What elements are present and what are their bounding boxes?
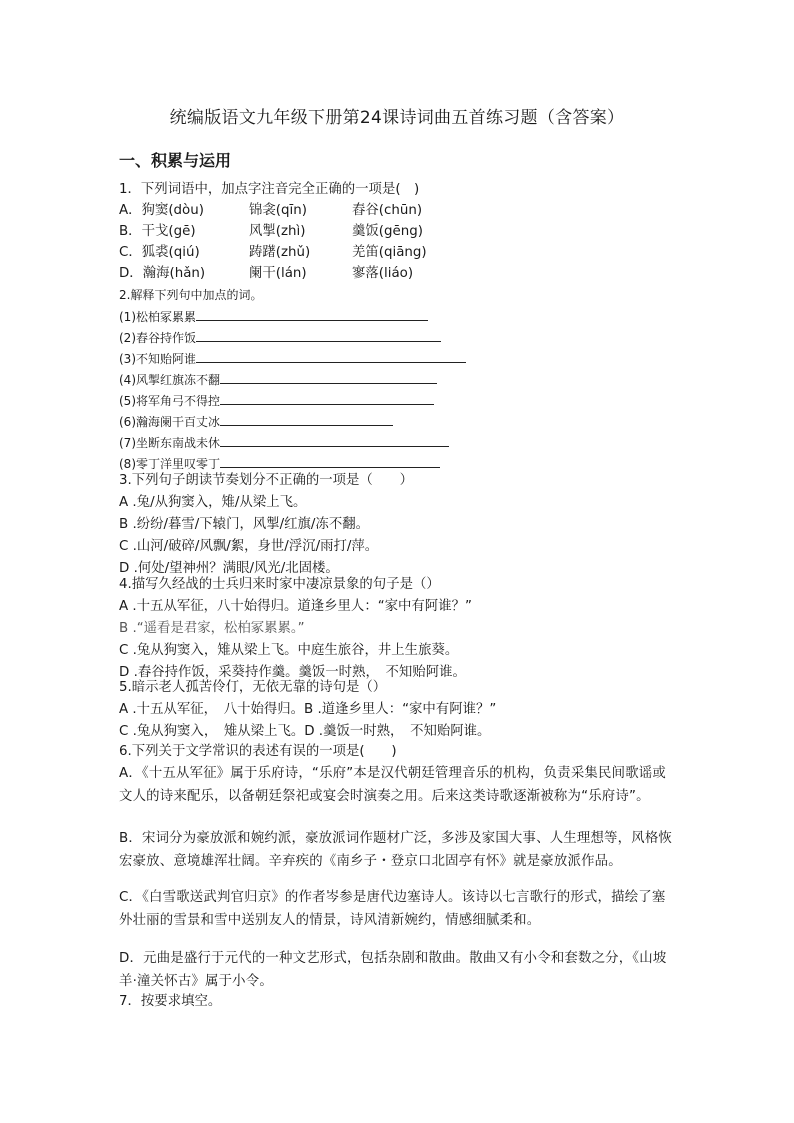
question-3-option: A .兔/从狗窦入，雉/从梁上飞。: [119, 495, 307, 510]
question-3-option: B .纷纷/暮雪/下辕门，风掣/红旗/冻不翻。: [119, 517, 369, 532]
answer-blank[interactable]: [196, 327, 441, 342]
question-1-option-d: D．瀚海(hǎn) 阑干(lán) 寥落(liáo): [119, 266, 414, 281]
answer-blank[interactable]: [196, 306, 428, 321]
q2-item: (3)不知贻阿谁: [119, 348, 466, 369]
answer-blank[interactable]: [220, 432, 449, 447]
question-5-stem: 5.暗示老人孤苦伶仃，无依无靠的诗句是（）: [119, 680, 387, 695]
answer-blank[interactable]: [220, 411, 393, 426]
question-6-option-c: C．《白雪歌送武判官归京》的作者岑参是唐代边塞诗人。该诗以七言歌行的形式，描绘了塞外壮丽的雪景和雪中送别友人的情景，诗风清新婉约，情感细腻柔和。: [119, 890, 666, 928]
question-6-option-b: B．宋词分为豪放派和婉约派，豪放派词作题材广泛，多涉及家国大事、人生理想等，风格恢宏豪放、意境雄浑壮阔。辛弃疾的《南乡子・登京口北固亭有怀》就是豪放派作品。: [119, 831, 673, 869]
question-6-option-d: D．元曲是盛行于元代的一种文艺形式，包括杂剧和散曲。散曲又有小令和套数之分，《山坡羊·潼关怀古》属于小令。: [119, 951, 667, 989]
question-7-stem: 7．按要求填空。: [119, 994, 222, 1009]
question-3-option: D .何处/望神州？满眼/风光/北固楼。: [119, 561, 339, 576]
section-heading: 一、积累与运用: [119, 151, 232, 170]
question-4-option: B .“遥看是君家，松柏冢累累。”: [119, 621, 305, 636]
answer-blank[interactable]: [220, 453, 440, 468]
q2-item: (2)舂谷持作饭: [119, 327, 441, 348]
question-6-option-a: A．《十五从军征》属于乐府诗，“乐府”本是汉代朝廷管理音乐的机构，负责采集民间歌谣或文人的诗来配乐，以备朝廷祭祀或宴会时演奏之用。后来这类诗歌逐渐被称为“乐府诗”。: [119, 766, 666, 804]
question-4-stem: 4.描写久经战的士兵归来时家中凄凉景象的句子是（）: [119, 577, 440, 592]
answer-blank[interactable]: [220, 369, 437, 384]
question-1-option-b: B．干戈(gē) 风掣(zhì) 羹饭(gēng): [119, 224, 423, 239]
question-1-option-a: A．狗窦(dòu) 锦衾(qīn) 舂谷(chūn): [119, 203, 423, 218]
question-1-option-c: C．狐裘(qiú) 踌躇(zhǔ) 羌笛(qiāng): [119, 245, 427, 260]
question-4-option: D .舂谷持作饭，采葵持作羹。羹饭一时熟， 不知贻阿谁。: [119, 665, 466, 680]
q2-item: (4)风掣红旗冻不翻: [119, 369, 437, 390]
question-5-option: A .十五从军征， 八十始得归。B .道逢乡里人：“家中有阿谁？”: [119, 702, 497, 717]
q2-item: (7)坐断东南战未休: [119, 432, 449, 453]
page-title: 统编版语文九年级下册第24课诗词曲五首练习题（含答案）: [169, 108, 625, 128]
answer-blank[interactable]: [220, 390, 434, 405]
question-2-stem: 2.解释下列句中加点的词。: [119, 288, 263, 302]
q2-item: (8)零丁洋里叹零丁: [119, 453, 440, 474]
q2-item: (5)将军角弓不得控: [119, 390, 434, 411]
question-3-option: C .山河/破碎/风飘/絮，身世/浮沉/雨打/萍。: [119, 539, 379, 554]
question-6-stem: 6.下列关于文学常识的表述有误的一项是( ): [119, 744, 397, 759]
question-3-stem: 3.下列句子朗读节奏划分不正确的一项是（ ）: [119, 473, 413, 488]
question-4-option: C .兔从狗窦入，雉从梁上飞。中庭生旅谷，井上生旅葵。: [119, 643, 459, 658]
q2-item: (1)松柏冢累累: [119, 306, 428, 327]
question-5-option: C .兔从狗窦入， 雉从梁上飞。D .羹饭一时熟， 不知贻阿谁。: [119, 724, 491, 739]
answer-blank[interactable]: [196, 348, 466, 363]
q2-item: (6)瀚海阑干百丈冰: [119, 411, 393, 432]
question-1-stem: 1．下列词语中，加点字注音完全正确的一项是( ): [119, 182, 420, 197]
question-4-option: A .十五从军征，八十始得归。道逢乡里人：“家中有阿谁？”: [119, 599, 472, 614]
